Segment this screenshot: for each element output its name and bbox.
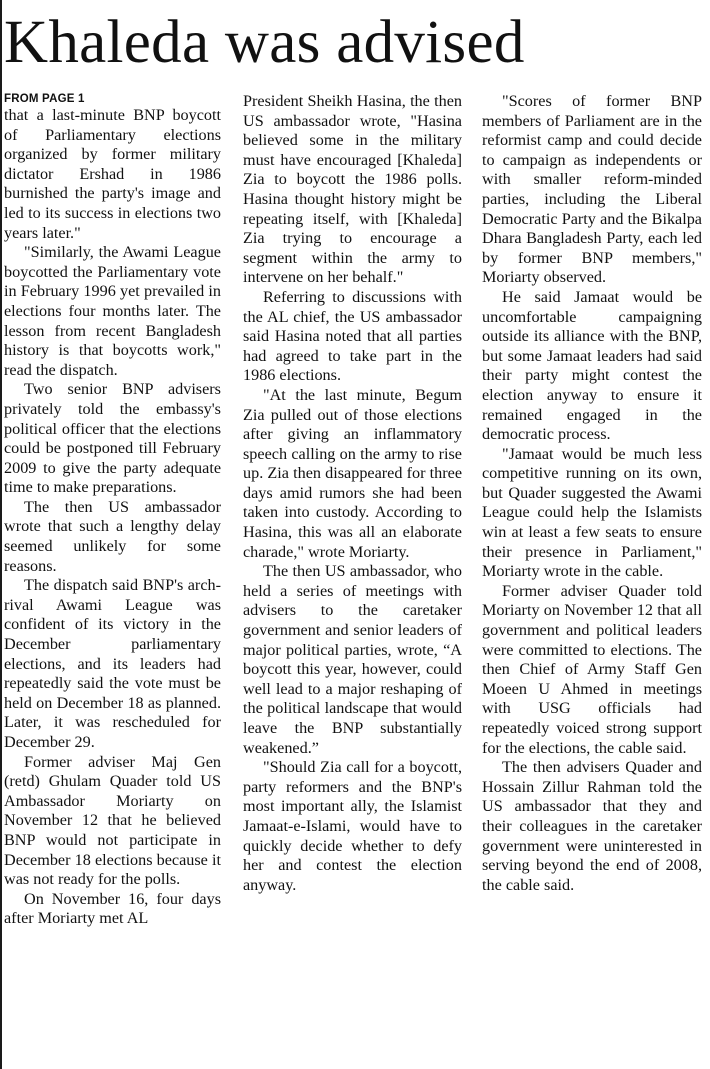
paragraph: "At the last minute, Begum Zia pulled out of those elections after giving an inflammatory speech calling on the army to rise up. Zia then disappeared for three days amid rumors she had been taken into custody. According to Hasina, this was all an elaborate charade," wrote Moriarty. xyxy=(243,385,462,561)
paragraph: "Should Zia call for a boycott, party reformers and the BNP's most important ally, the Islamist Jamaat-e-Islami, would have to quickly decide whether to defy her and contest the election anyway. xyxy=(243,758,462,894)
paragraph: He said Jamaat would be uncomfortable campaigning outside its alliance with the BNP, but some Jamaat leaders had said their party might contest the election anyway to ensure it remained engaged in the democratic process. xyxy=(482,287,702,444)
paragraph: Former adviser Maj Gen (retd) Ghulam Quader told US Ambassador Moriarty on November 12 that he believed BNP would not participate in December 18 elections because it was not ready for the polls. xyxy=(4,752,221,889)
headline: Khaleda was advised xyxy=(4,9,525,76)
paragraph: The dispatch said BNP's arch-rival Awami League was confident of its victory in the December parliamentary elections, and its leaders had repeatedly said the vote must be held on December 18 as planned. Later, it was rescheduled for December 29. xyxy=(4,576,221,751)
paragraph: Former adviser Quader told Moriarty on November 12 that all government and political leaders were committed to elections. The then Chief of Army Staff Gen Moeen U Ahmed in meetings with USG officials had repeatedly voiced strong support for the elections, the cable said. xyxy=(482,581,702,757)
paragraph: Referring to discussions with the AL chief, the US ambassador said Hasina noted that all parties had agreed to take part in the 1986 elections. xyxy=(243,287,462,385)
paragraph: The then advisers Quader and Hossain Zillur Rahman told the US ambassador that they and their colleagues in the caretaker government were uninterested in serving beyond the end of 2008, the cable said. xyxy=(482,758,702,894)
kicker-from-page-1: FROM PAGE 1 xyxy=(4,93,85,105)
article-column-2 xyxy=(243,92,462,1065)
paragraph: "Scores of former BNP members of Parliament are in the reformist camp and could decide to campaign as independents or with smaller reform-minded parties, including the Liberal Democratic Party and the Bikalpa Dhara Bangladesh Party, each led by former BNP members," Moriarty observed. xyxy=(482,92,702,287)
paragraph: President Sheikh Hasina, the then US ambassador wrote, "Hasina believed some in the military must have encouraged [Khaleda] Zia to boycott the 1986 polls. Hasina thought history might be repeating itself, with [Khaleda] Zia trying to encourage a segment within the army to intervene on her behalf." xyxy=(243,92,462,287)
paragraph: The then US ambassador, who held a series of meetings with advisers to the caretaker government and senior leaders of major political parties, wrote, “A boycott this year, however, could well lead to a major reshaping of the political landscape that would leave the BNP substantially weakened.” xyxy=(243,562,462,757)
paragraph: The then US ambassador wrote that such a lengthy delay seemed unlikely for some reasons. xyxy=(4,497,221,575)
paragraph: "Similarly, the Awami League boycotted the Parliamentary vote in February 1996 yet prevailed in elections four months later. The lesson from recent Bangladesh history is that boycotts work," read the dispatch. xyxy=(4,243,221,379)
paragraph: On November 16, four days after Moriarty met AL xyxy=(4,889,221,928)
paragraph: Two senior BNP advisers privately told the embassy's political officer that the elections could be postponed till February 2009 to give the party adequate time to make preparations. xyxy=(4,380,221,497)
paragraph: that a last-minute BNP boycott of Parliamentary elections organized by former military dictator Ershad in 1986 burnished the party's image and led to its success in elections two years later." xyxy=(4,106,221,242)
article-column-3 xyxy=(482,92,702,1065)
column-rule xyxy=(0,0,2,1069)
paragraph: "Jamaat would be much less competitive running on its own, but Quader suggested the Awami League could help the Islamists win at least a few seats to ensure their presence in Parliament," Moriarty wrote in the cable. xyxy=(482,444,702,581)
article-column-1 xyxy=(4,92,221,1065)
